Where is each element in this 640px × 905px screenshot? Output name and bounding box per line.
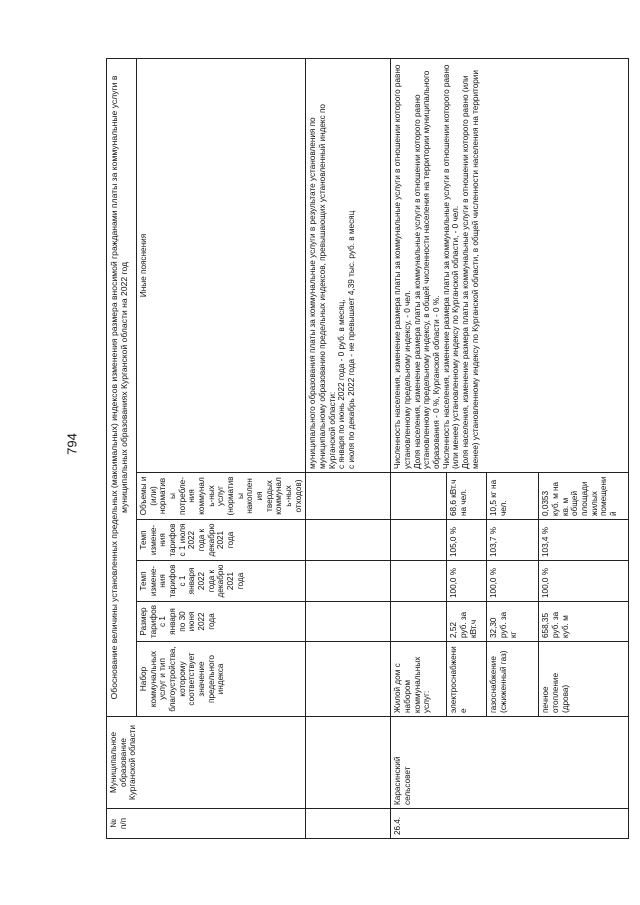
- header-rate-january: Темп измене-ния тарифов с 1 января 2022 года к декабрю 2021 года: [137, 561, 306, 602]
- rate-january: 100,0 %: [539, 561, 629, 602]
- consumption-volume: 0,0353 куб. м на кв. м общей площади жилых помещений: [539, 473, 629, 520]
- header-number: № п/п: [107, 809, 306, 839]
- continuation-note: муниципального образования платы за коммунальные услуги в результате установления по муниципальному образованию предельных индексов, превышающих установленный индекс по Курганской области: с января по июнь 2022 года - 0 руб. в месяц, с июля по декабрь 2022 года - не превышает 4,39 тыс. руб. в месяц: [306, 58, 391, 472]
- service-set-heading: Жилой дом с набором коммунальных услуг:: [391, 642, 447, 717]
- header-municipality: Муниципальное образование Курганской области: [107, 717, 306, 809]
- header-notes: Иные пояснения: [137, 58, 306, 472]
- service-name: печное отопление (дрова): [539, 642, 629, 717]
- rate-july: 103,4 %: [539, 520, 629, 561]
- rate-january: 100,0 %: [447, 561, 487, 602]
- page-number: 794: [64, 433, 80, 455]
- table-title: Обоснование величины установленных предельных (максимальных) индексов изменения размера вносимой гражданами платы за коммунальные услуги в муниципальных образованиях Курганской области на 2022 год: [107, 58, 137, 716]
- tariff-size: 32,30 руб. за кг: [487, 602, 539, 642]
- tariff-table: [106, 58, 629, 839]
- rate-january: 100,0 %: [487, 561, 539, 602]
- consumption-volume: 68,6 кВт.ч на чел.: [447, 473, 487, 520]
- header-service-set: Набор коммунальных услуг и тип благоустройства, которому соответствует значение предельного индекса: [137, 642, 306, 717]
- header-rate-july: Темп измене-ния тарифов с 1 июля 2022 года к декабрю 2021 года: [137, 520, 306, 561]
- header-volumes: Объемы и (или) нормативы потребле-ния коммуналь-ных услуг (нормативы накопления твердых коммуналь-ных отходов): [137, 473, 306, 520]
- rate-july: 105,0 %: [447, 520, 487, 561]
- continuation-row: [306, 58, 391, 838]
- header-tariff-size: Размер тарифов с 1 января по 30 июня 2022 года: [137, 602, 306, 642]
- entry-municipality: Карасинский сельсовет: [391, 717, 629, 809]
- tariff-size: 658,35 руб. за куб. м: [539, 602, 629, 642]
- tariff-size: 2,52 руб. за кВт.ч: [447, 602, 487, 642]
- rate-july: 103,7 %: [487, 520, 539, 561]
- service-name: газоснабжение (сжиженный газ): [487, 642, 539, 717]
- table-row: [391, 58, 447, 838]
- entry-number: 26.4.: [391, 809, 629, 839]
- service-name: электроснабжение: [447, 642, 487, 717]
- consumption-volume: 10,5 кг на чел.: [487, 473, 539, 520]
- rotated-table-container: [106, 59, 619, 839]
- entry-notes: Численность населения, изменение размера платы за коммунальные услуги в отношении которого равно установленному предельному индексу, - 0 чел. Доля населения, изменение размера платы за коммунальные услуги в отношении которого равно установленному предельному индексу, в общей численности населения на территории муниципального образования - 0 %, Курганской области - 0 %. Численность населения, изменение размера платы за коммунальные услуги в отношении которого равно (или менее) установленному индексу по Курганской области, - 0 чел. Доля населения, изменение размера платы за коммунальные услуги в отношении которого равно (или менее) установленному индексу по Курганской области, в общей численности населения на территории: [391, 58, 629, 472]
